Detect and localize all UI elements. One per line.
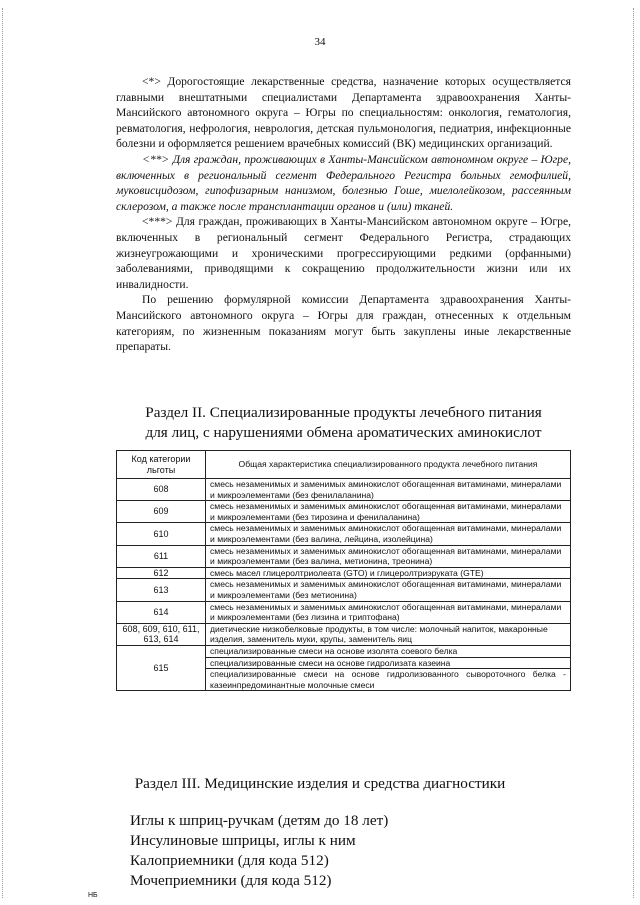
footnote-1: <*> Дорогостоящие лекарственные средства, назначение которых осуществляется главными внештатными специалистами Департамента здравоохранения Ханты-Мансийского автономного округа – Югры по специальностям: онкология, гематология, ревматология, нефрология, неврология, детская пульмонология, педиатрия, инфекционные болезни и оформляется решением врачебных комиссий (ВК) медицинских организаций. <box>116 75 571 151</box>
table-row <box>117 523 571 545</box>
row-code: 611 <box>117 545 206 567</box>
row-description: смесь незаменимых и заменимых аминокислот обогащенная витаминами, минералами и микроэлементами (без тирозина и фенилаланина) <box>206 501 571 523</box>
row-code: 608 <box>117 479 206 501</box>
section-2-heading <box>116 403 571 443</box>
row-code: 615 <box>117 645 206 690</box>
scan-edge-left <box>2 8 4 898</box>
table-row <box>117 645 571 657</box>
table-row <box>117 567 571 579</box>
nutrition-products-table <box>116 450 571 691</box>
list-item: Инсулиновые шприцы, иглы к ним <box>130 832 356 849</box>
row-description: специализированные смеси на основе изолята соевого белка <box>206 645 571 657</box>
row-code: 609 <box>117 501 206 523</box>
row-code: 608, 609, 610, 611, 613, 614 <box>117 623 206 645</box>
row-description: специализированные смеси на основе гидролизованного сывороточного белка - казеинпредоминантные молочные смеси <box>206 669 571 691</box>
table-row <box>117 601 571 623</box>
table-header-row <box>117 451 571 479</box>
section-2-title-line-2: для лиц, с нарушениями обмена ароматических аминокислот <box>145 424 542 441</box>
row-code: 610 <box>117 523 206 545</box>
section-2-title-line-1: Раздел II. Специализированные продукты лечебного питания <box>145 404 542 421</box>
section-3-heading: Раздел III. Медицинские изделия и средства диагностики <box>134 775 506 792</box>
table-row <box>117 545 571 567</box>
header-code: Код категории льготы <box>117 451 206 479</box>
table-row <box>117 623 571 645</box>
header-description: Общая характеристика специализированного продукта лечебного питания <box>206 451 571 479</box>
footnote-2: <**> Для граждан, проживающих в Ханты-Мансийском автономном округе – Югре, включенных в региональный сегмент Федерального Регистра больных гемофилией, муковисцидозом, гипофизарным нанизмом, болезнью Гоше, миелолейкозом, рассеянным склерозом, а также после трансплантации органов и (или) тканей. <box>116 152 571 213</box>
list-item: Калоприемники (для кода 512) <box>130 852 329 869</box>
row-code: 614 <box>117 601 206 623</box>
row-code: 612 <box>117 567 206 579</box>
row-code: 613 <box>117 579 206 601</box>
row-description: смесь незаменимых и заменимых аминокислот обогащенная витаминами, минералами и микроэлементами (без метионина) <box>206 579 571 601</box>
list-item: Иглы к шприц-ручкам (детям до 18 лет) <box>130 812 389 829</box>
table-row <box>117 579 571 601</box>
row-description: смесь незаменимых и заменимых аминокислот обогащенная витаминами, минералами и микроэлементами (без валина, метионина, треонина) <box>206 545 571 567</box>
row-description: смесь незаменимых и заменимых аминокислот обогащенная витаминами, минералами и микроэлементами (без лизина и триптофана) <box>206 601 571 623</box>
row-description: диетические низкобелковые продукты, в том числе: молочный напиток, макаронные изделия, заменитель муки, крупы, заменитель яиц <box>206 623 571 645</box>
list-item: Мочеприемники (для кода 512) <box>130 872 332 889</box>
table-row <box>117 479 571 501</box>
medical-devices-list <box>130 811 388 891</box>
footnotes <box>116 74 571 355</box>
row-description: смесь незаменимых и заменимых аминокислот обогащенная витаминами, минералами и микроэлементами (без фенилаланина) <box>206 479 571 501</box>
footnote-3: <***> Для граждан, проживающих в Ханты-Мансийском автономном округе – Югре, включенных в региональный сегмент Федерального Регистра, страдающих жизнеугрожающими и хроническими прогрессирующими редкими (орфанными) заболеваниями, приводящими к сокращению продолжительности жизни или их инвалидности. <box>116 215 571 291</box>
formulary-note: По решению формулярной комиссии Департамента здравоохранения Ханты-Мансийского автономного округа – Югры для граждан, отнесенных к отдельным категориям, по жизненным показаниям могут быть закуплены иные лекарственные препараты. <box>116 293 571 354</box>
row-description: смесь масел глицеролтриолеата (GTO) и глицеролтриэруката (GTE) <box>206 567 571 579</box>
table-row <box>117 501 571 523</box>
row-description: специализированные смеси на основе гидролизата казеина <box>206 657 571 669</box>
page-number: 34 <box>314 36 326 48</box>
footer-initials: НБ <box>88 892 98 899</box>
scan-edge-right <box>633 8 635 898</box>
row-description: смесь незаменимых и заменимых аминокислот обогащенная витаминами, минералами и микроэлементами (без валина, лейцина, изолейцина) <box>206 523 571 545</box>
